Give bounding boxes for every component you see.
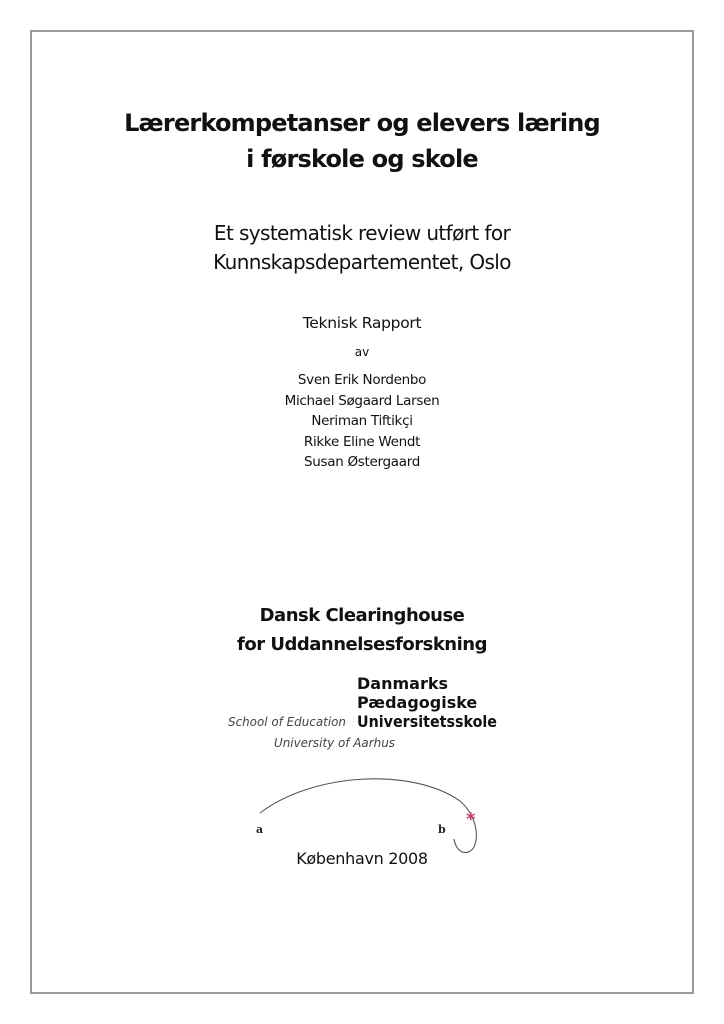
ab-logo-star: * (466, 809, 476, 830)
logo-danmarks: Danmarks (357, 674, 448, 693)
ab-logo (252, 775, 482, 860)
author: Susan Østergaard (303, 454, 421, 470)
organization-name (0, 601, 724, 659)
author: Sven Erik Nordenbo (297, 372, 427, 388)
organization-line-1: Dansk Clearinghouse (259, 605, 465, 626)
author: Rikke Eline Wendt (303, 433, 421, 450)
logo-school-of-education: School of Education (228, 714, 347, 729)
author-list (0, 370, 724, 473)
logo-university-of-aarhus: University of Aarhus (274, 735, 396, 750)
title-line-2: i førskole og skole (246, 145, 478, 173)
subtitle-line-1: Et systematisk review utført for (213, 221, 511, 245)
place-and-year: København 2008 (296, 849, 428, 868)
by-label: av (354, 345, 370, 359)
dpu-logo (226, 670, 498, 754)
document-title (0, 105, 724, 177)
logo-paedagogiske: Pædagogiske (357, 693, 478, 712)
subtitle-line-2: Kunnskapsdepartementet, Oslo (213, 250, 511, 274)
logo-universitetsskole: Universitetsskole (357, 712, 498, 731)
ab-logo-a: a (256, 823, 264, 836)
author: Michael Søgaard Larsen (284, 392, 440, 409)
report-type: Teknisk Rapport (302, 314, 422, 332)
ab-arc (260, 779, 476, 853)
title-line-1: Lærerkompetanser og elevers læring (124, 109, 600, 137)
document-subtitle (0, 219, 724, 277)
author: Neriman Tiftikçi (311, 413, 413, 429)
ab-logo-b: b (438, 823, 446, 836)
organization-line-2: for Uddannelsesforskning (237, 634, 487, 655)
